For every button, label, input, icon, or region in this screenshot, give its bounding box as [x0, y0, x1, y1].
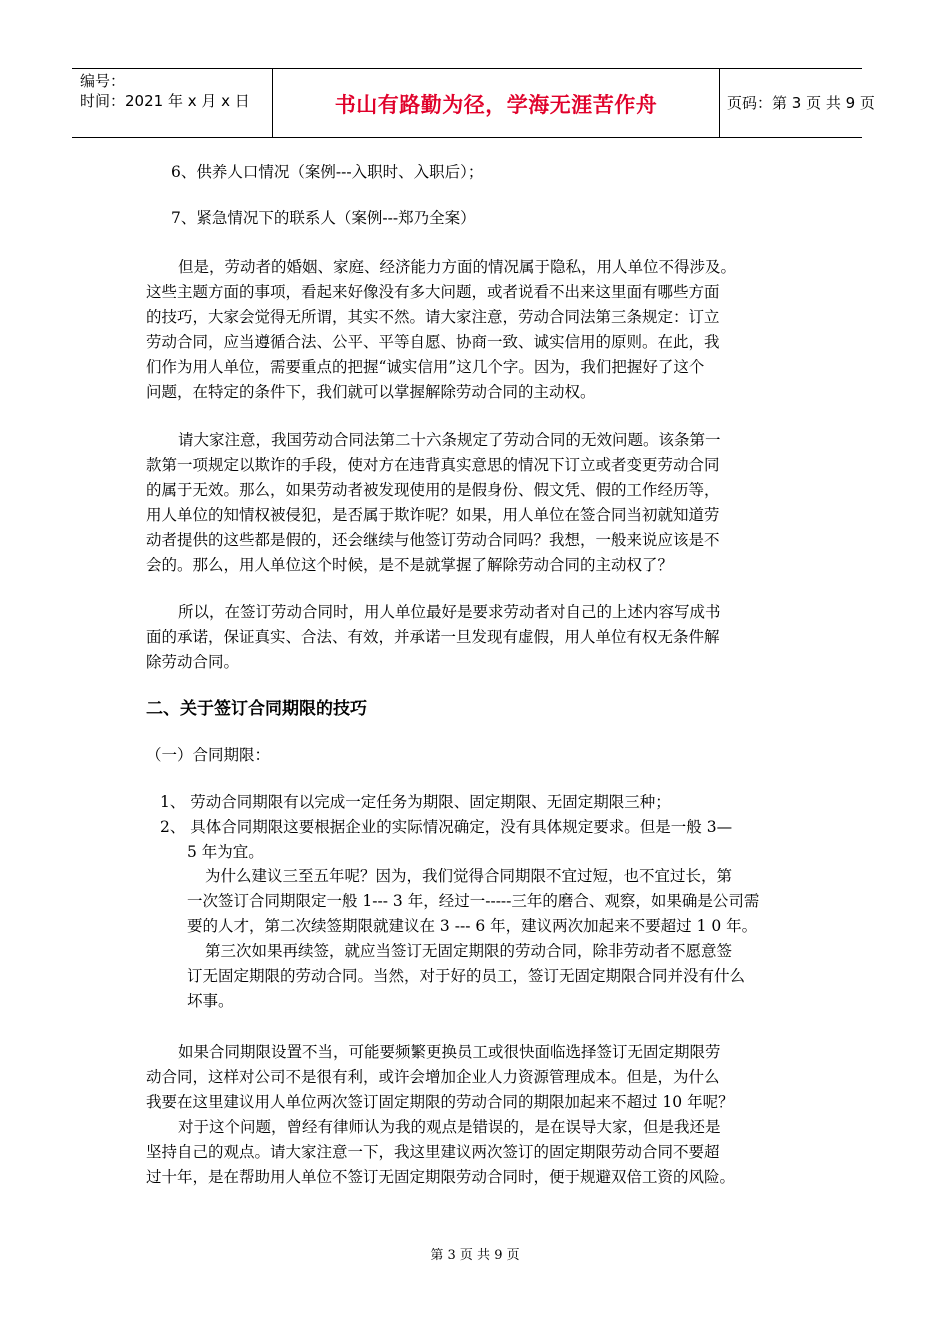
paragraph-line: 坚持自己的观点。请大家注意一下，我这里建议两次签订的固定期限劳动合同不要超: [146, 1143, 720, 1161]
paragraph-line: 对于这个问题，曾经有律师认为我的观点是错误的，是在误导大家，但是我还是: [178, 1118, 721, 1136]
document-time-label: 时间：2021 年 x 月 x 日: [80, 92, 250, 110]
paragraph-line: 用人单位的知情权被侵犯，是否属于欺诈呢？如果，用人单位在签合同当初就知道劳: [146, 506, 720, 524]
section-heading: 二、关于签订合同期限的技巧: [146, 699, 367, 719]
paragraph-line: 我要在这里建议用人单位两次签订固定期限的劳动合同的期限加起来不超过 10 年呢？: [146, 1093, 734, 1111]
header-left-cell: [72, 69, 272, 137]
paragraph-line: 的技巧，大家会觉得无所谓，其实不然。请大家注意，劳动合同法第三条规定：订立: [146, 308, 720, 326]
subsection-heading: （一）合同期限：: [146, 746, 271, 764]
header-page-code: 页码：第 3 页 共 9 页: [727, 94, 875, 112]
paragraph-line: 会的。那么，用人单位这个时候，是不是就掌握了解除劳动合同的主动权了？: [146, 556, 674, 574]
paragraph-line: 过十年，是在帮助用人单位不签订无固定期限劳动合同时，便于规避双倍工资的风险。: [146, 1168, 736, 1186]
paragraph-line: 们作为用人单位，需要重点的把握“诚实信用”这几个字。因为，我们把握好了这个: [146, 358, 705, 376]
paragraph-line: 请大家注意，我国劳动合同法第二十六条规定了劳动合同的无效问题。该条第一: [178, 431, 721, 449]
paragraph-line: 动合同，这样对公司不是很有利，或许会增加企业人力资源管理成本。但是，为什么: [146, 1068, 720, 1086]
paragraph-line: 但是，劳动者的婚姻、家庭、经济能力方面的情况属于隐私，用人单位不得涉及。: [178, 258, 737, 276]
header-center-cell: [272, 69, 720, 137]
list-item-7: 7、紧急情况下的联系人（案例---郑乃全案）: [171, 209, 476, 227]
paragraph-line: 如果合同期限设置不当，可能要频繁更换员工或很快面临选择签订无固定期限劳: [178, 1043, 721, 1061]
list-item-6: 6、供养人口情况（案例---入职时、入职后）；: [171, 163, 484, 181]
paragraph-line: 为什么建议三至五年呢？因为，我们觉得合同期限不宜过短，也不宜过长，第: [205, 867, 733, 885]
paragraph-line: 面的承诺，保证真实、合法、有效，并承诺一旦发现有虚假，用人单位有权无条件解: [146, 628, 720, 646]
paragraph-line: 要的人才，第二次续签期限就建议在 3 --- 6 年，建议两次加起来不要超过 1 0 年。: [187, 917, 758, 935]
paragraph-line: 这些主题方面的事项，看起来好像没有多大问题，或者说看不出来这里面有哪些方面: [146, 283, 720, 301]
paragraph-line: 坏事。: [187, 992, 234, 1010]
page-footer: 第 3 页 共 9 页: [430, 1248, 520, 1263]
list-item-2: 2、 具体合同期限这要根据企业的实际情况确定，没有具体规定要求。但是一般 3—: [160, 818, 733, 836]
page-header: [72, 68, 875, 138]
paragraph-line: 一次签订合同期限定一般 1--- 3 年，经过一-----三年的磨合、观察，如果确是公司需: [187, 892, 760, 910]
paragraph-line: 第三次如果再续签，就应当签订无固定期限的劳动合同，除非劳动者不愿意签: [205, 942, 733, 960]
paragraph-line: 劳动合同，应当遵循合法、公平、平等自愿、协商一致、诚实信用的原则。在此，我: [146, 333, 720, 351]
paragraph-line: 问题，在特定的条件下，我们就可以掌握解除劳动合同的主动权。: [146, 383, 596, 401]
paragraph-line: 动者提供的这些都是假的，还会继续与他签订劳动合同吗？我想，一般来说应该是不: [146, 531, 720, 549]
list-item-2-continued: 5 年为宜。: [187, 843, 264, 861]
paragraph-line: 所以，在签订劳动合同时，用人单位最好是要求劳动者对自己的上述内容写成书: [178, 603, 721, 621]
document-number-label: 编号：: [80, 72, 126, 90]
list-item-1: 1、 劳动合同期限有以完成一定任务为期限、固定期限、无固定期限三种；: [160, 793, 671, 811]
paragraph-line: 订无固定期限的劳动合同。当然，对于好的员工，签订无固定期限合同并没有什么: [187, 967, 746, 985]
header-right-cell: [719, 69, 875, 137]
header-motto: 书山有路勤为径，学海无涯苦作舟: [334, 93, 658, 117]
paragraph-line: 款第一项规定以欺诈的手段，使对方在违背真实意思的情况下订立或者变更劳动合同: [146, 456, 720, 474]
paragraph-line: 的属于无效。那么，如果劳动者被发现使用的是假身份、假文凭、假的工作经历等，: [146, 481, 720, 499]
paragraph-line: 除劳动合同。: [146, 653, 240, 671]
